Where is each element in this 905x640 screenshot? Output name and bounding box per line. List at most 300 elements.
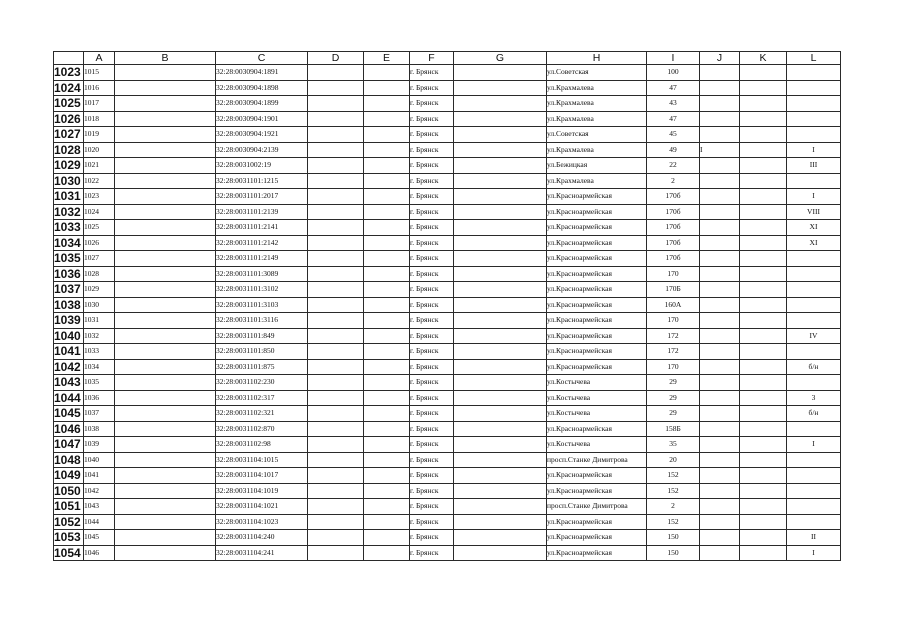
column-header-j[interactable]: J [700,52,740,65]
cell-e[interactable] [364,468,410,484]
cell-d[interactable] [308,375,364,391]
cell-f[interactable]: г. Брянск [410,483,454,499]
cell-i[interactable]: 170 [647,359,700,375]
cell-i[interactable]: 160А [647,297,700,313]
row-number[interactable]: 1027 [54,127,84,143]
cell-a[interactable]: 1038 [84,421,115,437]
cell-j[interactable] [700,189,740,205]
cell-c[interactable]: 32:28:0030904:2139 [216,142,308,158]
cell-e[interactable] [364,328,410,344]
cell-e[interactable] [364,313,410,329]
cell-c[interactable]: 32:28:0031104:1015 [216,452,308,468]
row-number[interactable]: 1041 [54,344,84,360]
column-header-a[interactable]: A [84,52,115,65]
cell-g[interactable] [454,204,547,220]
cell-e[interactable] [364,235,410,251]
cell-l[interactable] [787,297,841,313]
cell-d[interactable] [308,483,364,499]
cell-j[interactable] [700,499,740,515]
cell-b[interactable] [115,266,216,282]
cell-k[interactable] [740,313,787,329]
cell-i[interactable]: 29 [647,375,700,391]
cell-l[interactable] [787,483,841,499]
cell-l[interactable] [787,499,841,515]
cell-j[interactable] [700,344,740,360]
row-number[interactable]: 1054 [54,545,84,561]
cell-b[interactable] [115,468,216,484]
cell-e[interactable] [364,266,410,282]
cell-j[interactable] [700,328,740,344]
cell-j[interactable] [700,452,740,468]
cell-c[interactable]: 32:28:0031104:240 [216,530,308,546]
row-number[interactable]: 1034 [54,235,84,251]
cell-e[interactable] [364,483,410,499]
cell-f[interactable]: г. Брянск [410,204,454,220]
cell-h[interactable]: ул.Красноармейская [547,421,647,437]
cell-c[interactable]: 32:28:0031101:850 [216,344,308,360]
cell-c[interactable]: 32:28:0031104:1017 [216,468,308,484]
cell-f[interactable]: г. Брянск [410,96,454,112]
cell-j[interactable] [700,251,740,267]
cell-d[interactable] [308,514,364,530]
cell-e[interactable] [364,189,410,205]
cell-f[interactable]: г. Брянск [410,235,454,251]
row-number[interactable]: 1024 [54,80,84,96]
cell-c[interactable]: 32:28:0031104:1021 [216,499,308,515]
cell-b[interactable] [115,421,216,437]
cell-e[interactable] [364,282,410,298]
cell-g[interactable] [454,499,547,515]
cell-a[interactable]: 1018 [84,111,115,127]
cell-l[interactable]: I [787,189,841,205]
cell-e[interactable] [364,204,410,220]
cell-a[interactable]: 1045 [84,530,115,546]
row-number[interactable]: 1050 [54,483,84,499]
cell-b[interactable] [115,173,216,189]
cell-e[interactable] [364,359,410,375]
cell-a[interactable]: 1032 [84,328,115,344]
cell-j[interactable] [700,375,740,391]
cell-g[interactable] [454,483,547,499]
cell-h[interactable]: ул.Красноармейская [547,204,647,220]
cell-h[interactable]: ул.Красноармейская [547,235,647,251]
cell-b[interactable] [115,375,216,391]
cell-k[interactable] [740,421,787,437]
cell-g[interactable] [454,530,547,546]
cell-c[interactable]: 32:28:0031102:98 [216,437,308,453]
cell-c[interactable]: 32:28:0030904:1899 [216,96,308,112]
cell-i[interactable]: 35 [647,437,700,453]
cell-c[interactable]: 32:28:0031101:3089 [216,266,308,282]
cell-d[interactable] [308,96,364,112]
cell-k[interactable] [740,173,787,189]
cell-l[interactable] [787,96,841,112]
cell-c[interactable]: 32:28:0031101:1215 [216,173,308,189]
cell-b[interactable] [115,452,216,468]
cell-k[interactable] [740,142,787,158]
cell-h[interactable]: ул.Красноармейская [547,483,647,499]
cell-j[interactable] [700,266,740,282]
cell-l[interactable] [787,266,841,282]
cell-b[interactable] [115,80,216,96]
row-number[interactable]: 1035 [54,251,84,267]
cell-g[interactable] [454,111,547,127]
cell-k[interactable] [740,220,787,236]
cell-f[interactable]: г. Брянск [410,328,454,344]
cell-k[interactable] [740,96,787,112]
cell-j[interactable] [700,282,740,298]
cell-k[interactable] [740,468,787,484]
cell-h[interactable]: ул.Красноармейская [547,266,647,282]
row-number[interactable]: 1032 [54,204,84,220]
cell-a[interactable]: 1046 [84,545,115,561]
cell-a[interactable]: 1036 [84,390,115,406]
row-number[interactable]: 1044 [54,390,84,406]
cell-d[interactable] [308,80,364,96]
cell-j[interactable] [700,545,740,561]
cell-k[interactable] [740,235,787,251]
cell-i[interactable]: 45 [647,127,700,143]
cell-a[interactable]: 1035 [84,375,115,391]
cell-i[interactable]: 100 [647,65,700,81]
row-number[interactable]: 1047 [54,437,84,453]
cell-k[interactable] [740,127,787,143]
cell-b[interactable] [115,235,216,251]
cell-h[interactable]: ул.Костычева [547,406,647,422]
cell-k[interactable] [740,390,787,406]
cell-a[interactable]: 1026 [84,235,115,251]
cell-i[interactable]: 22 [647,158,700,174]
cell-j[interactable] [700,204,740,220]
cell-d[interactable] [308,437,364,453]
cell-h[interactable]: ул.Красноармейская [547,514,647,530]
cell-f[interactable]: г. Брянск [410,468,454,484]
cell-l[interactable]: б/н [787,359,841,375]
cell-i[interactable]: 47 [647,111,700,127]
row-number[interactable]: 1049 [54,468,84,484]
cell-l[interactable]: II [787,530,841,546]
cell-j[interactable] [700,158,740,174]
cell-f[interactable]: г. Брянск [410,251,454,267]
cell-l[interactable] [787,127,841,143]
cell-l[interactable] [787,313,841,329]
cell-d[interactable] [308,452,364,468]
cell-d[interactable] [308,390,364,406]
cell-j[interactable] [700,65,740,81]
cell-h[interactable]: ул.Красноармейская [547,545,647,561]
cell-i[interactable]: 158Б [647,421,700,437]
cell-g[interactable] [454,220,547,236]
cell-h[interactable]: ул.Красноармейская [547,313,647,329]
cell-e[interactable] [364,251,410,267]
cell-j[interactable] [700,173,740,189]
cell-l[interactable] [787,173,841,189]
cell-c[interactable]: 32:28:0031101:2149 [216,251,308,267]
cell-g[interactable] [454,437,547,453]
cell-d[interactable] [308,251,364,267]
cell-b[interactable] [115,344,216,360]
row-number[interactable]: 1051 [54,499,84,515]
cell-h[interactable]: ул.Советская [547,127,647,143]
cell-k[interactable] [740,483,787,499]
cell-a[interactable]: 1030 [84,297,115,313]
cell-j[interactable] [700,235,740,251]
cell-i[interactable]: 170Б [647,282,700,298]
cell-d[interactable] [308,313,364,329]
cell-i[interactable]: 170 [647,313,700,329]
cell-g[interactable] [454,313,547,329]
row-number[interactable]: 1026 [54,111,84,127]
cell-f[interactable]: г. Брянск [410,80,454,96]
cell-f[interactable]: г. Брянск [410,65,454,81]
cell-j[interactable] [700,390,740,406]
cell-b[interactable] [115,483,216,499]
cell-c[interactable]: 32:28:0031102:317 [216,390,308,406]
cell-k[interactable] [740,437,787,453]
cell-a[interactable]: 1044 [84,514,115,530]
cell-d[interactable] [308,406,364,422]
cell-j[interactable] [700,421,740,437]
cell-e[interactable] [364,297,410,313]
cell-b[interactable] [115,251,216,267]
cell-d[interactable] [308,359,364,375]
cell-i[interactable]: 170б [647,204,700,220]
cell-d[interactable] [308,421,364,437]
cell-h[interactable]: ул.Красноармейская [547,359,647,375]
row-number[interactable]: 1053 [54,530,84,546]
cell-f[interactable]: г. Брянск [410,452,454,468]
cell-e[interactable] [364,514,410,530]
cell-l[interactable]: 3 [787,390,841,406]
cell-a[interactable]: 1024 [84,204,115,220]
cell-g[interactable] [454,406,547,422]
cell-d[interactable] [308,297,364,313]
cell-i[interactable]: 20 [647,452,700,468]
cell-g[interactable] [454,65,547,81]
cell-a[interactable]: 1020 [84,142,115,158]
cell-d[interactable] [308,189,364,205]
cell-k[interactable] [740,251,787,267]
cell-i[interactable]: 152 [647,468,700,484]
cell-d[interactable] [308,65,364,81]
cell-i[interactable]: 152 [647,514,700,530]
cell-j[interactable] [700,111,740,127]
cell-f[interactable]: г. Брянск [410,266,454,282]
cell-i[interactable]: 49 [647,142,700,158]
column-header-d[interactable]: D [308,52,364,65]
cell-e[interactable] [364,545,410,561]
cell-i[interactable]: 2 [647,173,700,189]
cell-h[interactable]: ул.Красноармейская [547,251,647,267]
cell-k[interactable] [740,359,787,375]
row-number[interactable]: 1037 [54,282,84,298]
cell-d[interactable] [308,282,364,298]
cell-c[interactable]: 32:28:0031101:875 [216,359,308,375]
cell-b[interactable] [115,189,216,205]
cell-f[interactable]: г. Брянск [410,514,454,530]
cell-l[interactable]: VIII [787,204,841,220]
cell-i[interactable]: 170б [647,235,700,251]
cell-i[interactable]: 47 [647,80,700,96]
cell-h[interactable]: ул.Крахмалева [547,111,647,127]
column-header-h[interactable]: H [547,52,647,65]
cell-b[interactable] [115,142,216,158]
cell-d[interactable] [308,204,364,220]
cell-j[interactable] [700,437,740,453]
row-number[interactable]: 1045 [54,406,84,422]
cell-k[interactable] [740,204,787,220]
cell-a[interactable]: 1015 [84,65,115,81]
cell-j[interactable] [700,530,740,546]
cell-h[interactable]: просп.Станке Димитрова [547,452,647,468]
column-header-g[interactable]: G [454,52,547,65]
cell-i[interactable]: 152 [647,483,700,499]
cell-h[interactable]: ул.Крахмалева [547,142,647,158]
cell-a[interactable]: 1023 [84,189,115,205]
cell-l[interactable]: XI [787,235,841,251]
cell-e[interactable] [364,111,410,127]
cell-a[interactable]: 1042 [84,483,115,499]
cell-i[interactable]: 29 [647,406,700,422]
cell-c[interactable]: 32:28:0031101:3103 [216,297,308,313]
cell-l[interactable] [787,282,841,298]
cell-k[interactable] [740,452,787,468]
cell-c[interactable]: 32:28:0031102:870 [216,421,308,437]
cell-c[interactable]: 32:28:0031101:2017 [216,189,308,205]
cell-f[interactable]: г. Брянск [410,220,454,236]
cell-f[interactable]: г. Брянск [410,530,454,546]
cell-f[interactable]: г. Брянск [410,437,454,453]
cell-d[interactable] [308,344,364,360]
cell-k[interactable] [740,80,787,96]
cell-e[interactable] [364,344,410,360]
cell-j[interactable] [700,406,740,422]
cell-k[interactable] [740,545,787,561]
cell-g[interactable] [454,297,547,313]
cell-i[interactable]: 2 [647,499,700,515]
cell-c[interactable]: 32:28:0031104:1019 [216,483,308,499]
cell-j[interactable] [700,313,740,329]
cell-g[interactable] [454,282,547,298]
cell-a[interactable]: 1019 [84,127,115,143]
row-number[interactable]: 1048 [54,452,84,468]
cell-f[interactable]: г. Брянск [410,189,454,205]
cell-b[interactable] [115,406,216,422]
cell-k[interactable] [740,514,787,530]
row-number[interactable]: 1039 [54,313,84,329]
cell-k[interactable] [740,266,787,282]
cell-a[interactable]: 1039 [84,437,115,453]
cell-g[interactable] [454,142,547,158]
cell-e[interactable] [364,127,410,143]
cell-c[interactable]: 32:28:0031101:849 [216,328,308,344]
cell-e[interactable] [364,142,410,158]
cell-e[interactable] [364,452,410,468]
cell-h[interactable]: ул.Красноармейская [547,468,647,484]
cell-g[interactable] [454,390,547,406]
cell-i[interactable]: 172 [647,328,700,344]
cell-k[interactable] [740,65,787,81]
cell-i[interactable]: 170б [647,189,700,205]
cell-l[interactable] [787,251,841,267]
cell-b[interactable] [115,111,216,127]
cell-h[interactable]: ул.Советская [547,65,647,81]
cell-k[interactable] [740,406,787,422]
cell-a[interactable]: 1041 [84,468,115,484]
cell-b[interactable] [115,297,216,313]
cell-g[interactable] [454,189,547,205]
cell-h[interactable]: ул.Крахмалева [547,173,647,189]
cell-c[interactable]: 32:28:0031104:1023 [216,514,308,530]
cell-l[interactable] [787,421,841,437]
cell-d[interactable] [308,142,364,158]
cell-b[interactable] [115,127,216,143]
cell-d[interactable] [308,158,364,174]
cell-l[interactable] [787,375,841,391]
cell-l[interactable] [787,80,841,96]
cell-b[interactable] [115,220,216,236]
cell-f[interactable]: г. Брянск [410,545,454,561]
row-number[interactable]: 1040 [54,328,84,344]
cell-k[interactable] [740,282,787,298]
cell-l[interactable] [787,514,841,530]
cell-l[interactable]: XI [787,220,841,236]
cell-k[interactable] [740,111,787,127]
cell-c[interactable]: 32:28:0030904:1898 [216,80,308,96]
column-header-k[interactable]: K [740,52,787,65]
cell-a[interactable]: 1022 [84,173,115,189]
cell-a[interactable]: 1025 [84,220,115,236]
cell-c[interactable]: 32:28:0030904:1921 [216,127,308,143]
cell-i[interactable]: 170б [647,251,700,267]
cell-k[interactable] [740,530,787,546]
cell-h[interactable]: просп.Станке Димитрова [547,499,647,515]
cell-f[interactable]: г. Брянск [410,111,454,127]
cell-f[interactable]: г. Брянск [410,375,454,391]
cell-k[interactable] [740,189,787,205]
row-number[interactable]: 1023 [54,65,84,81]
cell-d[interactable] [308,468,364,484]
cell-g[interactable] [454,545,547,561]
cell-a[interactable]: 1021 [84,158,115,174]
column-header-i[interactable]: I [647,52,700,65]
cell-e[interactable] [364,96,410,112]
cell-i[interactable]: 172 [647,344,700,360]
cell-b[interactable] [115,282,216,298]
cell-l[interactable]: III [787,158,841,174]
cell-b[interactable] [115,158,216,174]
row-number[interactable]: 1028 [54,142,84,158]
row-number[interactable]: 1038 [54,297,84,313]
cell-l[interactable] [787,468,841,484]
cell-f[interactable]: г. Брянск [410,421,454,437]
cell-b[interactable] [115,313,216,329]
cell-b[interactable] [115,545,216,561]
cell-f[interactable]: г. Брянск [410,406,454,422]
cell-j[interactable] [700,297,740,313]
cell-h[interactable]: ул.Костычева [547,437,647,453]
cell-k[interactable] [740,499,787,515]
cell-c[interactable]: 32:28:0031101:2142 [216,235,308,251]
cell-b[interactable] [115,530,216,546]
cell-a[interactable]: 1029 [84,282,115,298]
cell-g[interactable] [454,359,547,375]
cell-h[interactable]: ул.Костычева [547,375,647,391]
cell-j[interactable] [700,220,740,236]
cell-f[interactable]: г. Брянск [410,142,454,158]
column-header-b[interactable]: B [115,52,216,65]
cell-j[interactable] [700,514,740,530]
